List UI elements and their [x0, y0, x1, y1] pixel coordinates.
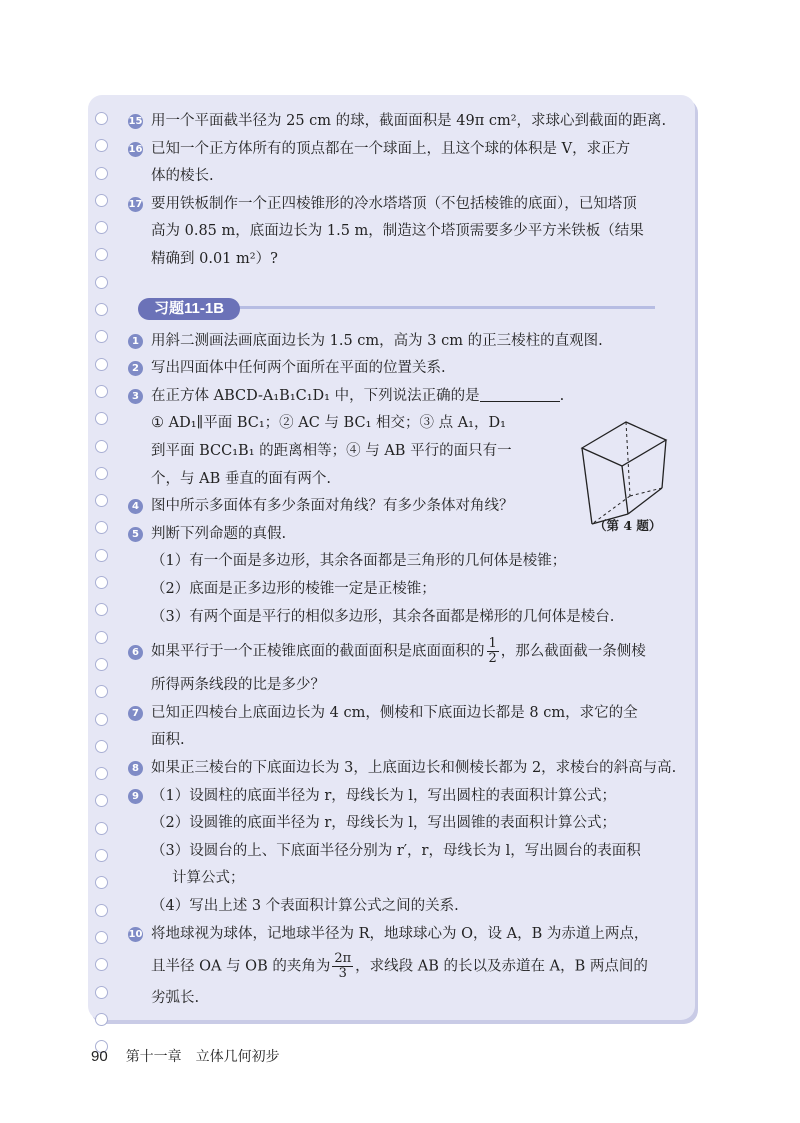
problem-15 [128, 108, 683, 136]
binder-hole [95, 876, 108, 889]
sub-item: （4）写出上述 3 个表面积计算公式之间的关系. [151, 897, 459, 914]
binder-hole [95, 1013, 108, 1026]
section-rule [198, 306, 655, 309]
problem-b3 [128, 383, 683, 411]
problem-text: 精确到 0.01 m²）? [151, 250, 278, 267]
problem-text: 在正方体 ABCD-A₁B₁C₁D₁ 中，下列说法正确的是 [151, 387, 480, 404]
page-number: 90 [91, 1048, 108, 1065]
problem-text: 且半径 OA 与 OB 的夹角为 [151, 958, 331, 975]
problem-16 [128, 136, 683, 164]
section-title: 习题11-1B [138, 298, 240, 320]
problem-number: 15 [128, 116, 143, 127]
problem-number: 16 [128, 143, 143, 155]
problem-text: ，求线段 AB 的长以及赤道在 A，B 两点间的 [355, 958, 648, 975]
binder-hole [95, 385, 108, 398]
binder-hole [95, 631, 108, 644]
sub-item: （1）有一个面是多边形，其余各面都是三角形的几何体是棱锥； [151, 553, 567, 570]
binder-hole [95, 139, 108, 152]
fraction [332, 952, 353, 981]
problem-17 [128, 191, 683, 219]
binder-hole [95, 330, 108, 343]
problem-text: 判断下列命题的真假. [151, 525, 287, 542]
sub-item: （1）设圆柱的底面半径为 r，母线长为 l，写出圆柱的表面积计算公式； [151, 787, 617, 804]
binder-hole [95, 576, 108, 589]
problem-text: 将地球视为球体，记地球半径为 R，地球球心为 O，设 A，B 为赤道上两点， [151, 925, 649, 942]
problem-text: ，那么截面截一条侧棱 [500, 643, 646, 660]
figure-caption: （第 4 题） [594, 518, 662, 533]
problem-b1 [128, 328, 683, 356]
binder-hole [95, 494, 108, 507]
problem-number: 5 [128, 527, 143, 542]
problem-b10 [128, 921, 683, 949]
problem-text: 面积. [151, 732, 185, 749]
problem-text: 写出四面体中任何两个面所在平面的位置关系. [151, 360, 446, 377]
binder-hole [95, 549, 108, 562]
binder-hole [95, 931, 108, 944]
problem-number: 3 [128, 389, 143, 404]
binder-hole [95, 412, 108, 425]
sub-item: （3）设圆台的上、下底面半径分别为 r′，r，母线长为 l，写出圆台的表面积 [151, 842, 641, 859]
binder-hole [95, 904, 108, 917]
binder-hole [95, 849, 108, 862]
binder-hole [95, 685, 108, 698]
problem-number: 17 [128, 198, 143, 210]
problem-number: 4 [128, 499, 143, 514]
binder-hole [95, 303, 108, 316]
problem-text: 劣弧长. [151, 990, 200, 1007]
denominator: 2 [488, 651, 497, 667]
problem-text [128, 952, 683, 981]
problem-number: 6 [128, 645, 143, 660]
binder-hole [95, 767, 108, 780]
binder-hole [95, 221, 108, 234]
binder-holes [95, 112, 115, 1067]
numerator: 2π [334, 951, 352, 967]
problem-number: 8 [128, 761, 143, 776]
problem-b7 [128, 700, 683, 728]
binder-hole [95, 986, 108, 999]
numerator: 1 [488, 636, 497, 652]
answer-blank [480, 387, 560, 402]
figure-top-face [582, 422, 666, 466]
binder-hole [95, 822, 108, 835]
problem-number: 7 [128, 706, 143, 721]
sub-item: （3）有两个面是平行的相似多边形，其余各面都是梯形的几何体是棱台. [151, 608, 615, 625]
binder-hole [95, 440, 108, 453]
problem-text: 如果正三棱台的下底面边长为 3，上底面边长和侧棱长都为 2，求棱台的斜高与高. [151, 759, 677, 776]
binder-hole [95, 112, 108, 125]
binder-hole [95, 794, 108, 807]
binder-hole [95, 658, 108, 671]
page-footer [91, 1046, 280, 1066]
problem-text: 要用铁板制作一个正四棱锥形的冷水塔塔顶（不包括棱锥的底面），已知塔顶 [151, 195, 637, 212]
fraction [487, 637, 499, 666]
problem-number: 2 [128, 361, 143, 376]
problem-text: 体的棱长. [151, 168, 214, 185]
problem-text: 图中所示多面体有多少条面对角线？有多少条体对角线？ [151, 498, 514, 515]
problem-text: ① AD₁∥平面 BC₁；② AC 与 BC₁ 相交；③ 点 A₁，D₁ [151, 415, 506, 432]
sub-item: （2）底面是正多边形的棱锥一定是正棱锥； [151, 580, 436, 597]
problem-text: 用斜二测画法画底面边长为 1.5 cm，高为 3 cm 的正三棱柱的直观图. [151, 332, 603, 349]
binder-hole [95, 467, 108, 480]
binder-hole [95, 521, 108, 534]
denominator: 3 [338, 966, 347, 982]
problem-b2 [128, 355, 683, 383]
binder-hole [95, 958, 108, 971]
problem-text: 所得两条线段的比是多少？ [151, 677, 325, 694]
problem-text: 已知一个正方体所有的顶点都在一个球面上，且这个球的体积是 V，求正方 [151, 140, 631, 157]
problem-text: 到平面 BCC₁B₁ 的距离相等；④ 与 AB 平行的面只有一 [151, 442, 512, 459]
problem-text: 个，与 AB 垂直的面有两个. [151, 470, 331, 487]
chapter-title: 第十一章 立体几何初步 [125, 1049, 280, 1065]
problem-text: 如果平行于一个正棱锥底面的截面面积是底面面积的 [151, 643, 485, 660]
binder-hole [95, 713, 108, 726]
problem-number: 9 [128, 789, 143, 804]
problem-number: 1 [128, 334, 143, 349]
sub-item: （2）设圆锥的底面半径为 r，母线长为 l，写出圆锥的表面积计算公式； [151, 815, 617, 832]
binder-hole [95, 167, 108, 180]
problem-b8 [128, 755, 683, 783]
binder-hole [95, 358, 108, 371]
sub-item: 计算公式； [172, 870, 245, 887]
problem-b9 [128, 783, 683, 811]
binder-hole [95, 276, 108, 289]
binder-hole [95, 248, 108, 261]
section-heading [138, 296, 683, 322]
exercise-content [128, 108, 683, 1013]
problem-number: 10 [128, 928, 143, 940]
binder-hole [95, 603, 108, 616]
binder-hole [95, 740, 108, 753]
problem-text: 已知正四棱台上底面边长为 4 cm，侧棱和下底面边长都是 8 cm，求它的全 [151, 704, 638, 721]
binder-hole [95, 194, 108, 207]
problem-b6 [128, 637, 683, 666]
problem-text: 用一个平面截半径为 25 cm 的球，截面面积是 49π cm²，求球心到截面的距离. [151, 113, 667, 129]
problem-text: 高为 0.85 m，底面边长为 1.5 m，制造这个塔顶需要多少平方米铁板（结果 [151, 223, 644, 240]
problem-text: . [559, 387, 565, 404]
